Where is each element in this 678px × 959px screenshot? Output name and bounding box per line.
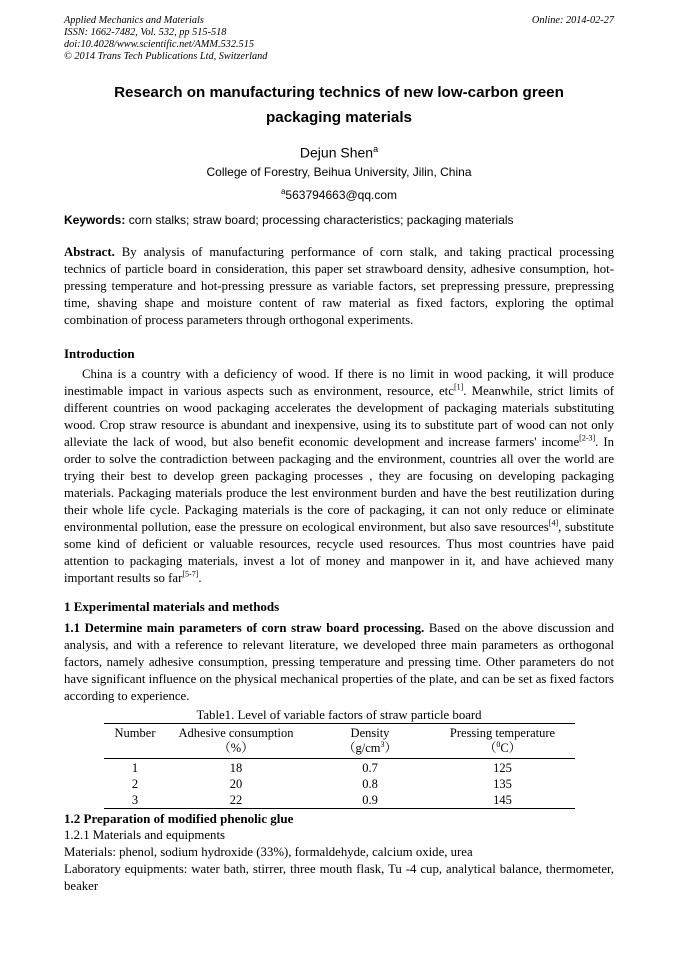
table-bottom-rule xyxy=(104,808,575,809)
email-sup: a xyxy=(280,187,286,196)
author-sup: a xyxy=(373,144,379,154)
unit-density-text: （g/cm xyxy=(342,741,381,755)
keywords-label: Keywords: xyxy=(64,213,126,227)
table-cell: 2 xyxy=(131,777,139,791)
table-header-density: Density xyxy=(350,726,390,740)
section-1-1 xyxy=(64,620,614,705)
abstract-label: Abstract. xyxy=(64,245,115,259)
table-cell: 18 xyxy=(229,761,243,775)
table-cell: 20 xyxy=(229,777,243,791)
section-1-1-text: Based on the above discussion and analysis, and with a reference to relevant literature, we developed three main parameters as orthogonal factors, namely adhesive consumption, pressing temperature and pressing time. Other parameters do not have significant influence on the physical mechanical properties of the plate, and can be set as fixed factors according to experience. xyxy=(64,621,614,703)
table-header-adhesive: Adhesive consumption xyxy=(178,726,294,740)
abstract-text: By analysis of manufacturing performance of corn stalk, and taking practical processing technics of particle board in consideration, this paper set strawboard density, adhesive consumption, hot-pressing temperature and hot-pressing pressure as variable factors, set prepressing pressure, prepressing time, shaving shape and moisture content of raw material as fixed factors, exploring the optimal combination of process parameters through orthogonal experiments. xyxy=(64,245,614,327)
journal-header xyxy=(64,15,267,63)
table-cell: 0.8 xyxy=(362,777,378,791)
table-header-number: Number xyxy=(114,726,156,740)
table-cell: 145 xyxy=(493,793,512,807)
copyright: © 2014 Trans Tech Publications Ltd, Switzerland xyxy=(64,51,268,62)
author xyxy=(64,140,614,162)
keywords xyxy=(64,212,614,228)
citation-3: [4] xyxy=(548,518,559,528)
keywords-text: corn stalks; straw board; processing characteristics; packaging materials xyxy=(128,213,514,227)
citation-4: [5-7] xyxy=(182,569,199,579)
table-unit-adhesive: （%） xyxy=(218,741,254,755)
table-top-rule xyxy=(104,723,575,724)
table-caption: Table1. Level of variable factors of straw particle board xyxy=(196,708,482,722)
table-header-temperature: Pressing temperature xyxy=(449,726,556,740)
unit-density-end: ） xyxy=(384,741,397,755)
intro-paragraph xyxy=(64,366,614,587)
section-1-2-1-heading: 1.2.1 Materials and equipments xyxy=(64,828,225,842)
intro-text-2: . Meanwhile, strict limits of different countries on wood packaging accelerates the development of packaging materials substituting wood. Crop straw resource is abundant and inexpensive, using its to substitute part of wood can not only alleviate the lack of wood, but also benefit economic development and increase farmers' income xyxy=(64,384,615,449)
table-header-rule xyxy=(104,758,575,759)
section-1-heading: 1 Experimental materials and methods xyxy=(64,599,280,614)
abstract xyxy=(64,244,614,329)
citation-1: [1] xyxy=(453,382,464,392)
intro-heading: Introduction xyxy=(64,346,135,361)
table-cell: 0.7 xyxy=(362,761,378,775)
table-cell: 125 xyxy=(493,761,512,775)
table-cell: 0.9 xyxy=(362,793,378,807)
materials-text: Materials: phenol, sodium hydroxide (33%), formaldehyde, calcium oxide, urea xyxy=(64,845,473,859)
issn: ISSN: 1662-7482, Vol. 532, pp 515-518 xyxy=(64,27,227,38)
table-unit-density xyxy=(310,740,430,756)
table-cell: 3 xyxy=(131,793,139,807)
section-1-1-heading: 1.1 Determine main parameters of corn straw board processing. xyxy=(64,621,425,635)
section-1-2-heading: 1.2 Preparation of modified phenolic glue xyxy=(64,811,294,826)
intro-text-5: . xyxy=(198,571,202,585)
table-unit-temperature xyxy=(430,740,575,756)
email xyxy=(64,184,614,203)
intro-text-1: China is a country with a deficiency of wood. If there is no limit in wood packing, it will produce inestimable impact in various aspects such as environment, resource, etc xyxy=(64,367,614,398)
equipment-text: Laboratory equipments: water bath, stirrer, three mouth flask, Tu -4 cup, analytical balance, thermometer, beaker xyxy=(64,862,614,893)
journal-name: Applied Mechanics and Materials xyxy=(64,15,204,26)
online-date: Online: 2014-02-27 xyxy=(531,15,614,26)
unit-density-sup: 3 xyxy=(380,739,385,749)
title-line-2: packaging materials xyxy=(265,109,413,126)
table-cell: 135 xyxy=(493,777,512,791)
email-address: 563794663@qq.com xyxy=(285,188,398,202)
unit-temp-sup: 0 xyxy=(496,739,501,749)
doi: doi:10.4028/www.scientific.net/AMM.532.515 xyxy=(64,39,254,50)
author-name: Dejun Shen xyxy=(299,144,374,161)
unit-temp-text: （ xyxy=(483,741,497,755)
intro-text-4: , substitute some kind of deficient or valuable resources, recycle used resources. Thus most countries have paid attention to packaging materials, invest a lot of money and manpower in it, and have achieved many important results so far xyxy=(64,520,614,585)
table-cell: 22 xyxy=(229,793,243,807)
unit-temp-end: C） xyxy=(500,741,522,755)
table-cell: 1 xyxy=(131,761,139,775)
title-line-1: Research on manufacturing technics of new low-carbon green xyxy=(114,84,564,101)
paper-title xyxy=(64,80,614,130)
intro-text-3: . In order to solve the contradiction between packaging and the environment, countries all over the world are trying their best to develop green packaging processes , they are focusing on developing packaging materials. Packaging materials produce the lest environment burden and have the best reutilization during their whole life cycle. Packaging materials is the core of packaging, it can not only reduce or eliminate environmental pollution, ease the pressure on ecological environment, but also save resources xyxy=(64,435,614,534)
affiliation: College of Forestry, Beihua University, Jilin, China xyxy=(206,165,472,179)
citation-2: [2-3] xyxy=(579,433,596,443)
